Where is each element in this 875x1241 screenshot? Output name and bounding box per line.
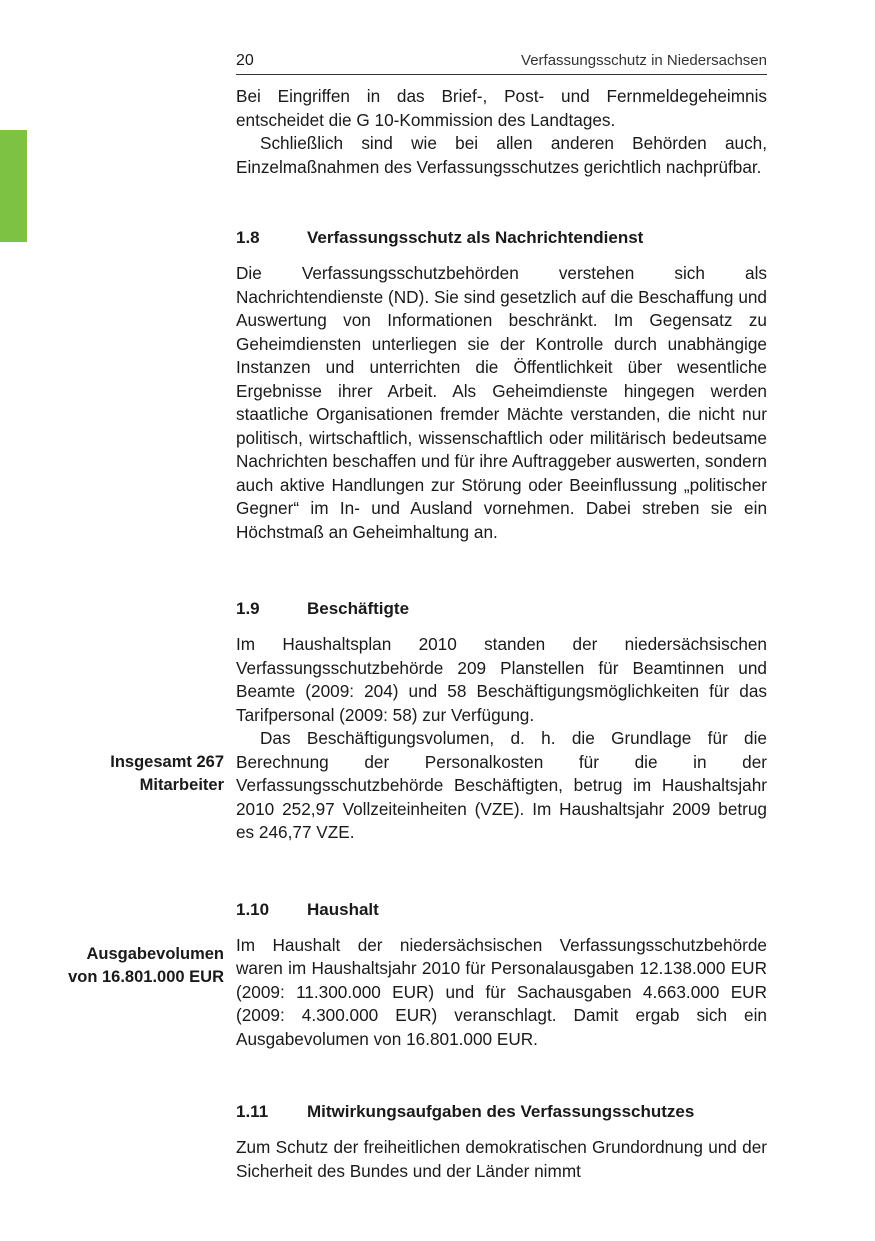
section-title: Haushalt bbox=[307, 899, 379, 919]
section-heading-1-11 bbox=[236, 1101, 767, 1123]
section-number: 1.11 bbox=[236, 1102, 269, 1121]
margin-note-staff bbox=[110, 751, 224, 797]
section-1-11-paragraph: Zum Schutz der freiheitlichen demokratischen Grundordnung und der Sicherheit des Bundes und der Länder nimmt bbox=[236, 1137, 767, 1181]
chapter-color-tab bbox=[0, 130, 27, 242]
section-heading-1-8 bbox=[236, 227, 767, 249]
section-number: 1.10 bbox=[236, 899, 270, 919]
page-header bbox=[236, 50, 767, 75]
section-1-8-paragraph: Die Verfassungsschutzbehörden verstehen sich als Nachrichtendienste (ND). Sie sind gesetzlich auf die Beschaffung und Auswertung von Informationen beschränkt. Im Gegensatz zu Geheimdiensten unterliegen sie der Kontrolle durch unabhängige Instanzen und unterrichten die Öffentlichkeit über wesentliche Ergebnisse ihrer Arbeit. Als Geheimdienste hingegen werden staatliche Organisationen fremder Mächte verstanden, die nicht nur politisch, wirtschaftlich, wissenschaftlich oder militärisch bedeutsame Nachrichten beschaffen und für ihre Auftraggeber auswerten, sondern auch aktive Handlungen zur Störung oder Beeinflussung „politischer Gegner“ im In- und Ausland vornehmen. Dabei streben sie ein Höchstmaß an Geheimhaltung an. bbox=[236, 263, 767, 542]
page-number: 20 bbox=[236, 52, 254, 69]
section-title: Mitwirkungsaufgaben des Verfassungsschutzes bbox=[307, 1102, 695, 1121]
section-1-10-paragraph: Im Haushalt der niedersächsischen Verfassungsschutzbehörde waren im Haushaltsjahr 2010 für Personalausgaben 12.138.000 EUR (2009: 11.300.000 EUR) und für Sachausgaben 4.663.000 EUR (2009: 4.300.000 EUR) veranschlagt. Damit ergab sich ein Ausgabevolumen von 16.801.000 EUR. bbox=[236, 934, 767, 1049]
margin-note-line: Mitarbeiter bbox=[139, 776, 224, 794]
section-number: 1.9 bbox=[236, 599, 260, 618]
section-1-9-paragraph-2: Das Beschäftigungsvolumen, d. h. die Grundlage für die Berechnung der Personalkosten für die in der Verfassungsschutzbehörde Beschäftigten, betrug im Haushaltsjahr 2010 252,97 Vollzeiteinheiten (VZE). Im Haushaltsjahr 2009 betrug es 246,77 VZE. bbox=[236, 728, 767, 842]
margin-note-budget bbox=[68, 943, 224, 989]
margin-note-line: Insgesamt 267 bbox=[110, 753, 224, 771]
section-heading-1-10 bbox=[236, 899, 767, 921]
section-title: Verfassungsschutz als Nachrichtendienst bbox=[307, 228, 644, 247]
margin-note-line: Ausgabevolumen bbox=[86, 945, 224, 963]
margin-note-line: von 16.801.000 EUR bbox=[68, 968, 224, 986]
section-1-9-paragraph-1: Im Haushaltsplan 2010 standen der niedersächsischen Verfassungsschutzbehörde 209 Planstellen für Beamtinnen und Beamte (2009: 204) und 58 Beschäftigungsmöglichkeiten für das Tarifpersonal (2009: 58) zur Verfügung. bbox=[236, 634, 767, 725]
main-text bbox=[236, 85, 767, 1183]
running-head: Verfassungsschutz in Niedersachsen bbox=[521, 52, 767, 69]
section-number: 1.8 bbox=[236, 228, 260, 247]
intro-paragraph-1: Bei Eingriffen in das Brief-, Post- und Fernmeldegeheimnis entscheidet die G 10-Kommission des Landtages. bbox=[236, 86, 767, 130]
intro-paragraph-2: Schließlich sind wie bei allen anderen Behörden auch, Einzelmaßnahmen des Verfassungsschutzes gerichtlich nachprüfbar. bbox=[236, 133, 767, 177]
section-heading-1-9 bbox=[236, 598, 767, 620]
section-title: Beschäftigte bbox=[307, 599, 410, 618]
